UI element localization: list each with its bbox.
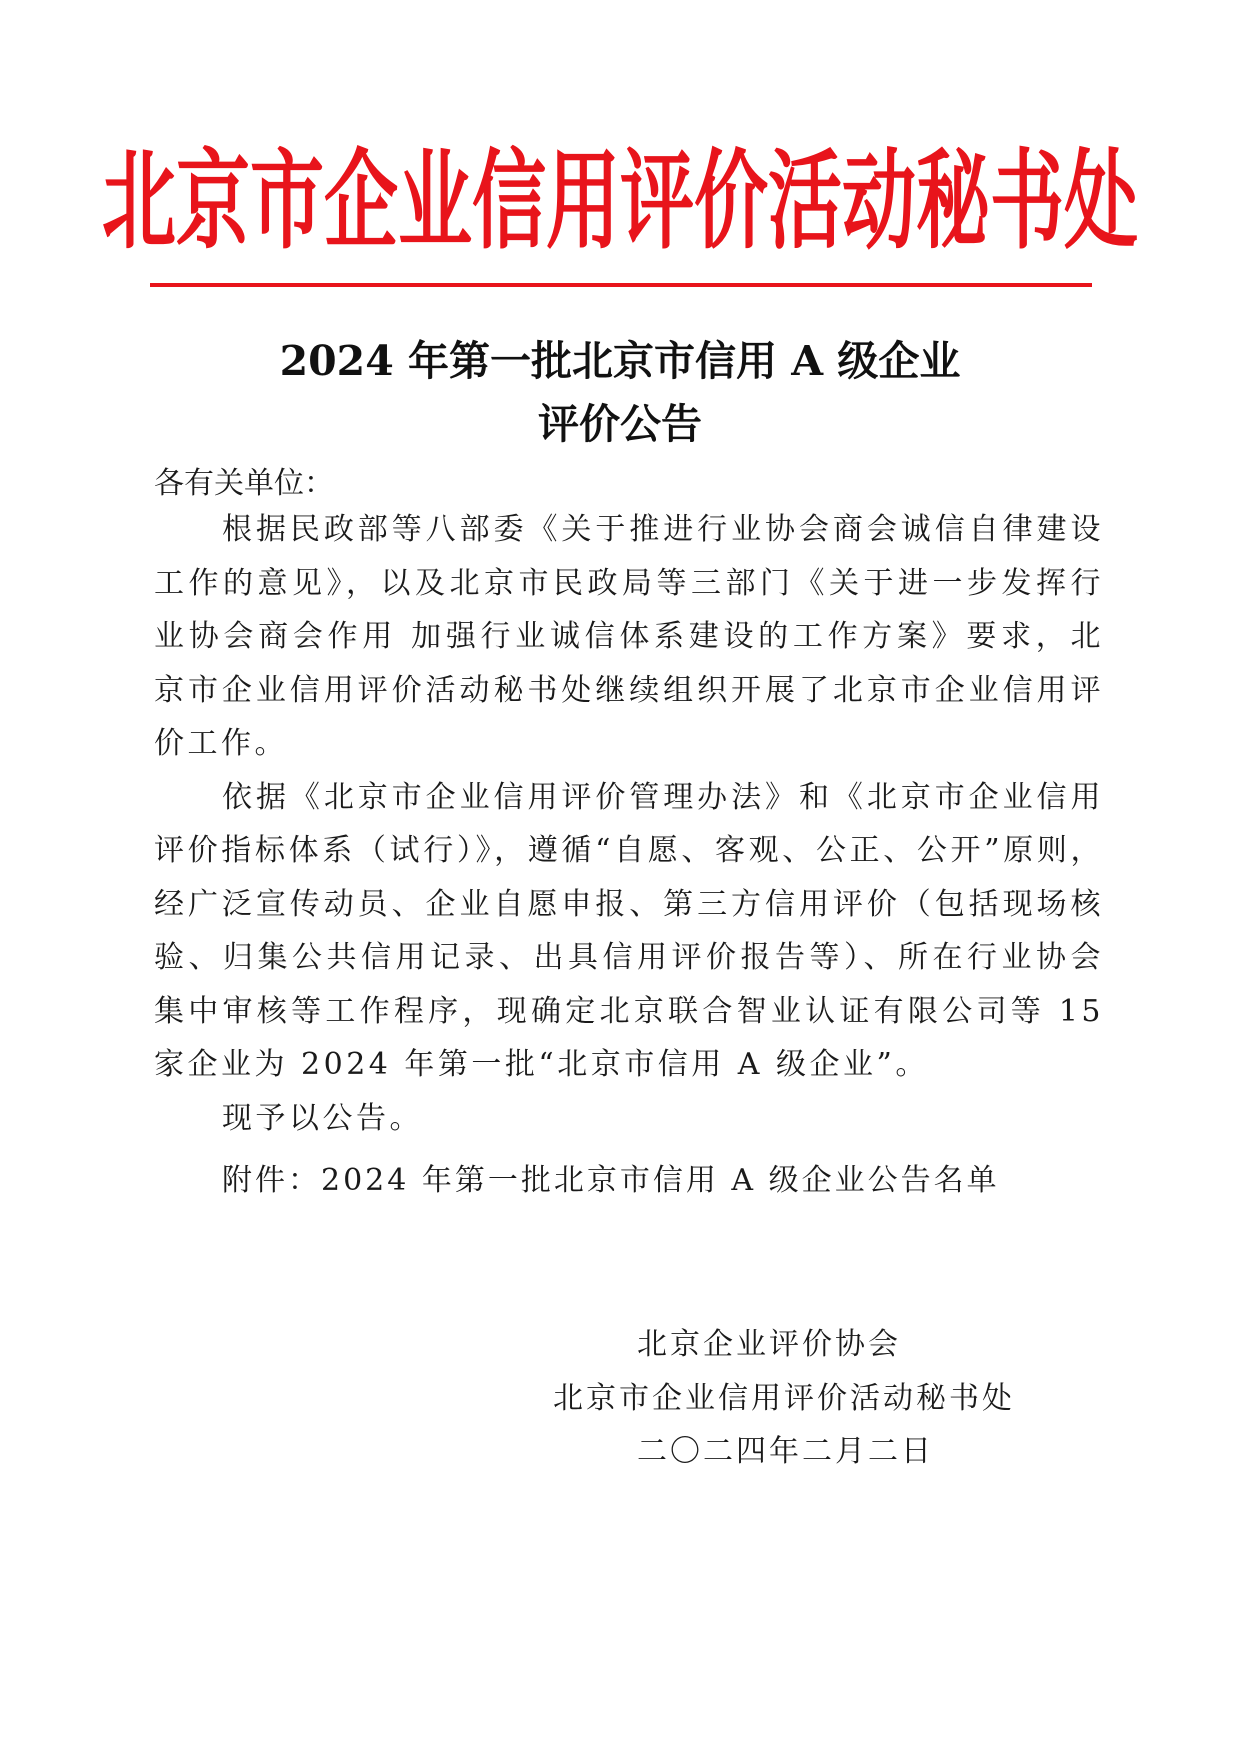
letterhead-title: 北京市企业信用评价活动秘书处 <box>102 139 1138 265</box>
attachment-note: 附件：2024 年第一批北京市信用 A 级企业公告名单 <box>222 1163 1000 1198</box>
letterhead-divider <box>150 283 1092 287</box>
signature-org-1: 北京企业评价协会 <box>637 1327 901 1362</box>
letterhead <box>102 118 1138 268</box>
document-title-line-1: 2024 年第一批北京市信用 A 级企业 <box>279 337 961 385</box>
body-text <box>154 503 1104 1145</box>
signature-org-2: 北京市企业信用评价活动秘书处 <box>553 1381 1015 1416</box>
document-title-line-2: 评价公告 <box>538 400 702 448</box>
paragraph: 现予以公告。 <box>222 1100 423 1136</box>
paragraph: 依据《北京市企业信用评价管理办法》和《北京市企业信用评价指标体系（试行）》，遵循“自愿、客观、公正、公开”原则，经广泛宣传动员、企业自愿申报、第三方信用评价（包括现场核验、归集公共信用记录、出具信用评价报告等）、所在行业协会集中审核等工作程序，现确定北京联合智业认证有限公司等 15 家企业为 2024 年第一批“北京市信用 A 级企业”。 <box>154 779 1104 1082</box>
paragraph: 根据民政部等八部委《关于推进行业协会商会诚信自律建设工作的意见》，以及北京市民政局等三部门《关于进一步发挥行业协会商会作用 加强行业诚信体系建设的工作方案》要求，北京市企业信用评价活动秘书处继续组织开展了北京市企业信用评价工作。 <box>154 512 1104 761</box>
signature-date: 二〇二四年二月二日 <box>637 1434 934 1469</box>
salutation: 各有关单位： <box>154 466 334 501</box>
